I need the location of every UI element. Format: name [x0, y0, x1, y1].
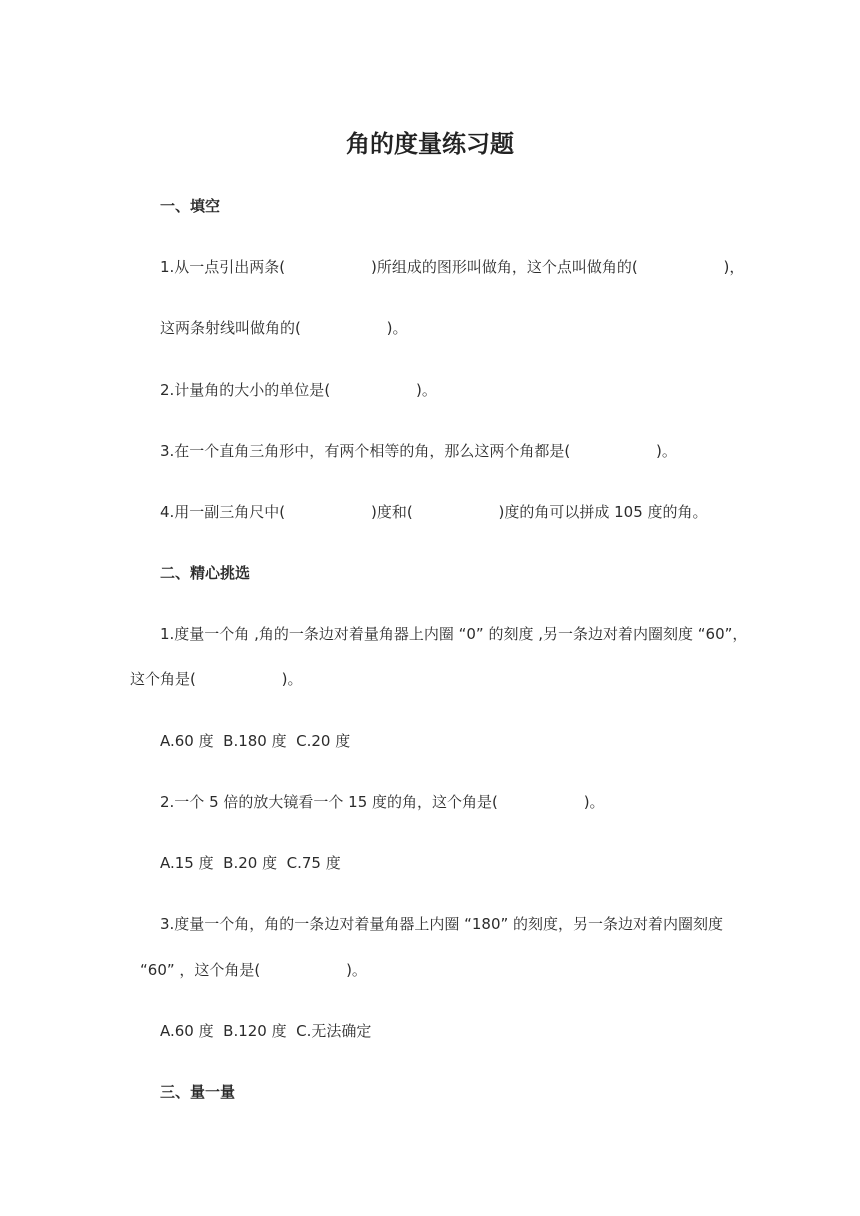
choice-question-3-line-1: 3.度量一个角，角的一条边对着量角器上内圈 “180” 的刻度，另一条边对着内圈刻度 [160, 915, 724, 933]
document-title: 角的度量练习题 [346, 130, 514, 158]
question-1-line-1: 1.从一点引出两条( )所组成的图形叫做角，这个点叫做角的( )， [160, 258, 745, 276]
choice-question-2-options: A.15 度 B.20 度 C.75 度 [160, 854, 341, 872]
choice-question-1-options: A.60 度 B.180 度 C.20 度 [160, 732, 351, 750]
section-heading-choice: 二、精心挑选 [160, 564, 251, 582]
choice-question-1-line-2: 这个角是( )。 [130, 670, 303, 688]
question-2: 2.计量角的大小的单位是( )。 [160, 381, 437, 399]
choice-question-1-line-1: 1.度量一个角 ,角的一条边对着量角器上内圈 “0” 的刻度 ,另一条边对着内圈刻度 “60”， [160, 625, 748, 643]
question-4: 4.用一副三角尺中( )度和( )度的角可以拼成 105 度的角。 [160, 503, 708, 521]
section-heading-fill-blank: 一、填空 [160, 197, 221, 215]
question-1-line-2: 这两条射线叫做角的( )。 [160, 319, 408, 337]
choice-question-2: 2.一个 5 倍的放大镜看一个 15 度的角，这个角是( )。 [160, 793, 605, 811]
question-3: 3.在一个直角三角形中，有两个相等的角，那么这两个角都是( )。 [160, 442, 677, 460]
choice-question-3-line-2: “60” ，这个角是( )。 [140, 961, 367, 979]
section-heading-measure: 三、量一量 [160, 1083, 236, 1101]
choice-question-3-options: A.60 度 B.120 度 C.无法确定 [160, 1022, 372, 1040]
